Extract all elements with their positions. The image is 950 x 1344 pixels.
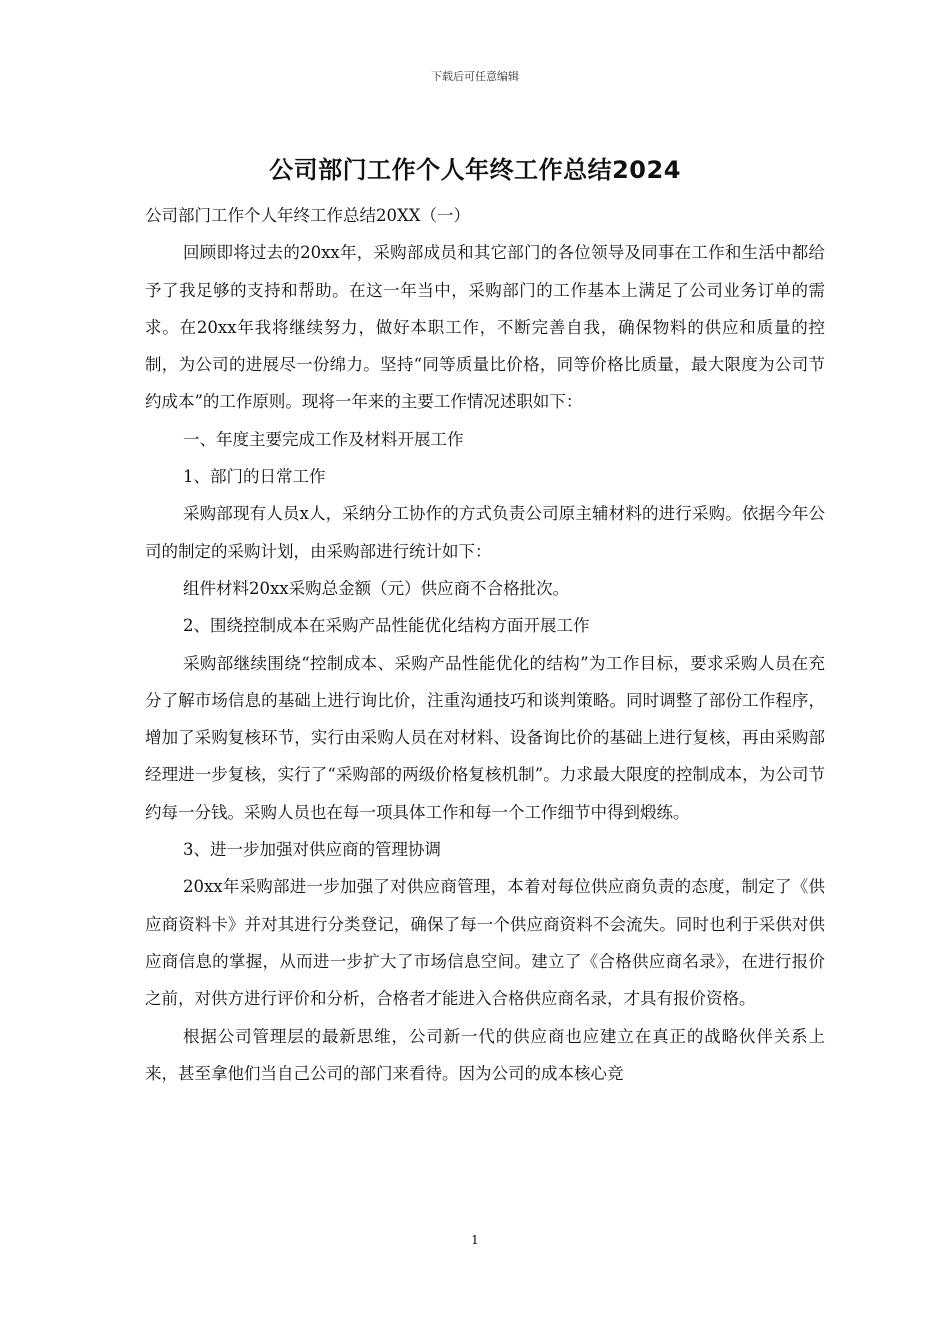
document-title: 公司部门工作个人年终工作总结2024 [269,156,681,184]
body-paragraph: 采购部现有人员x人，采纳分工协作的方式负责公司原主辅材料的进行采购。依据今年公司的制定的采购计划，由采购部进行统计如下： [145,504,825,561]
body-paragraph: 回顾即将过去的20xx年，采购部成员和其它部门的各位领导及同事在工作和生活中都给予了我足够的支持和帮助。在这一年当中，采购部门的工作基本上满足了公司业务订单的需求。在20xx年我将继续努力，做好本职工作，不断完善自我，确保物料的供应和质量的控制，为公司的进展尽一份绵力。坚持“同等质量比价格，同等价格比质量，最大限度为公司节约成本”的工作原则。现将一年来的主要工作情况述职如下： [145,243,825,412]
body-paragraph: 采购部继续围绕“控制成本、采购产品性能优化的结构”为工作目标，要求采购人员在充分了解市场信息的基础上进行询比价，注重沟通技巧和谈判策略。同时调整了部份工作程序，增加了采购复核环节，实行由采购人员在对材料、设备询比价的基础上进行复核，再由采购部经理进一步复核，实行了“采购部的两级价格复核机制”。力求最大限度的控制成本，为公司节约每一分钱。采购人员也在每一项具体工作和每一个工作细节中得到煅练。 [145,653,825,822]
section-heading: 一、年度主要完成工作及材料开展工作 [183,429,464,449]
subsection-heading: 3、进一步加强对供应商的管理协调 [183,840,441,860]
subsection-heading: 1、部门的日常工作 [183,467,326,487]
subsection-heading: 2、围绕控制成本在采购产品性能优化结构方面开展工作 [183,616,590,636]
body-paragraph: 根据公司管理层的最新思维，公司新一代的供应商也应建立在真正的战略伙伴关系上来，甚至拿他们当自己公司的部门来看待。因为公司的成本核心竞 [145,1026,825,1083]
body-paragraph: 20xx年采购部进一步加强了对供应商管理，本着对每位供应商负责的态度，制定了《供应商资料卡》并对其进行分类登记，确保了每一个供应商资料不会流失。同时也利于采供对供应商信息的掌握，从而进一步扩大了市场信息空间。建立了《合格供应商名录》，在进行报价之前，对供方进行评价和分析，合格者才能进入合格供应商名录，才具有报价资格。 [145,877,825,1009]
header-note: 下载后可任意编辑 [431,70,519,83]
document-body [145,197,825,1092]
page-number: 1 [471,1233,479,1247]
subtitle-paragraph: 公司部门工作个人年终工作总结20XX（一） [145,206,470,225]
body-paragraph: 组件材料20xx采购总金额（元）供应商不合格批次。 [183,578,570,598]
